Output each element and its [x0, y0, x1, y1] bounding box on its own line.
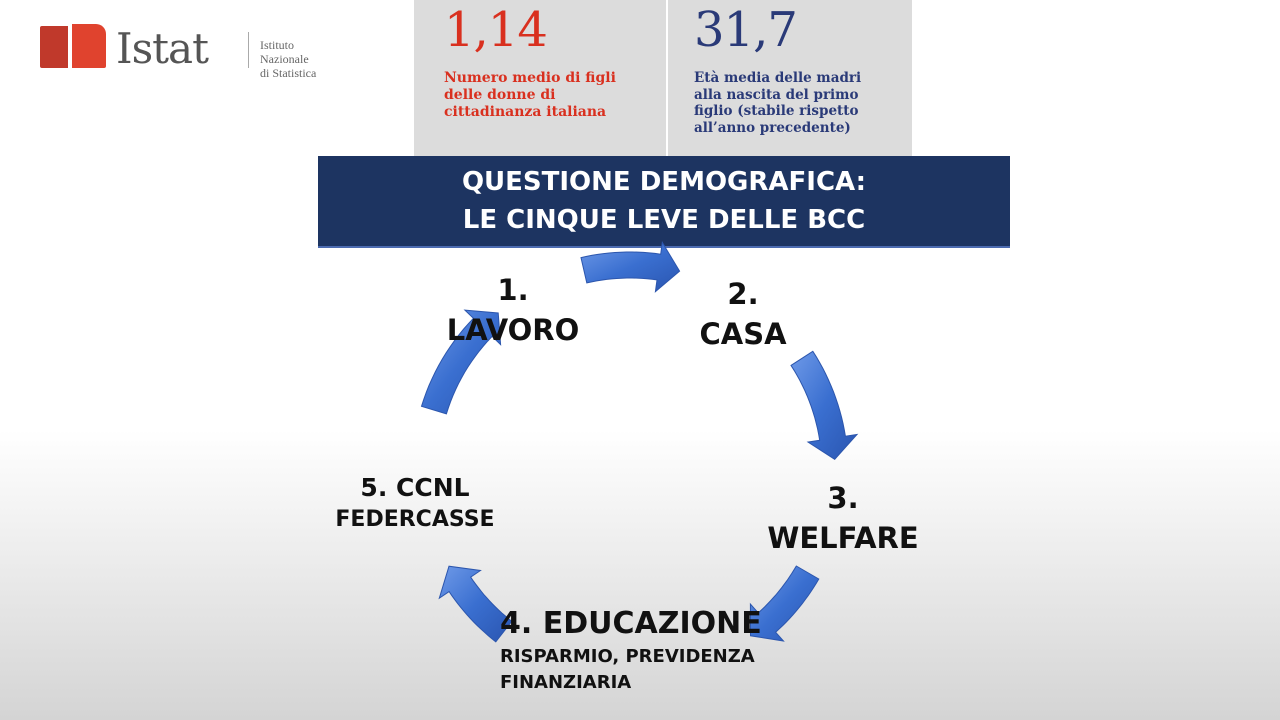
- lever-casa: [668, 274, 818, 354]
- lever-number: 3.: [827, 481, 859, 515]
- lever-label: CASA: [699, 317, 787, 351]
- lever-sub: FINANZIARIA: [500, 672, 632, 693]
- stat-value-mother-age: 31,7: [694, 2, 797, 58]
- lever-label: WELFARE: [767, 521, 919, 555]
- lever-sub: RISPARMIO, PREVIDENZA: [500, 646, 755, 667]
- stat-line: alla nascita del primo: [694, 86, 859, 103]
- lever-educazione: [500, 604, 790, 696]
- stat-value-fertility: 1,14: [444, 2, 547, 58]
- logo-subtitle-line2: di Statistica: [260, 66, 317, 80]
- logo-subtitle-line1: Istituto Nazionale: [260, 38, 309, 66]
- arrow-casa-to-welfare: [791, 351, 857, 459]
- lever-label: LAVORO: [446, 313, 580, 347]
- title-line2: LE CINQUE LEVE DELLE BCC: [462, 205, 866, 235]
- stat-line: all’anno precedente): [694, 119, 851, 136]
- lever-heading: 4. EDUCAZIONE: [500, 606, 762, 641]
- title-line1: QUESTIONE DEMOGRAFICA:: [461, 167, 867, 197]
- lever-sub: FEDERCASSE: [335, 507, 495, 532]
- lever-number: 2.: [727, 277, 759, 311]
- lever-lavoro: [418, 270, 608, 350]
- lever-welfare: [748, 478, 938, 558]
- lever-ccnl: [310, 470, 520, 534]
- lever-number: 1.: [497, 273, 529, 307]
- lever-heading: 5. CCNL: [360, 473, 470, 502]
- stat-line: delle donne di: [444, 87, 556, 103]
- stat-line: figlio (stabile rispetto: [694, 103, 859, 119]
- stat-line: Età media delle madri: [694, 70, 862, 86]
- logo-wordmark: Istat: [116, 24, 208, 73]
- stat-line: Numero medio di figli: [444, 70, 616, 86]
- stat-line: cittadinanza italiana: [444, 104, 607, 120]
